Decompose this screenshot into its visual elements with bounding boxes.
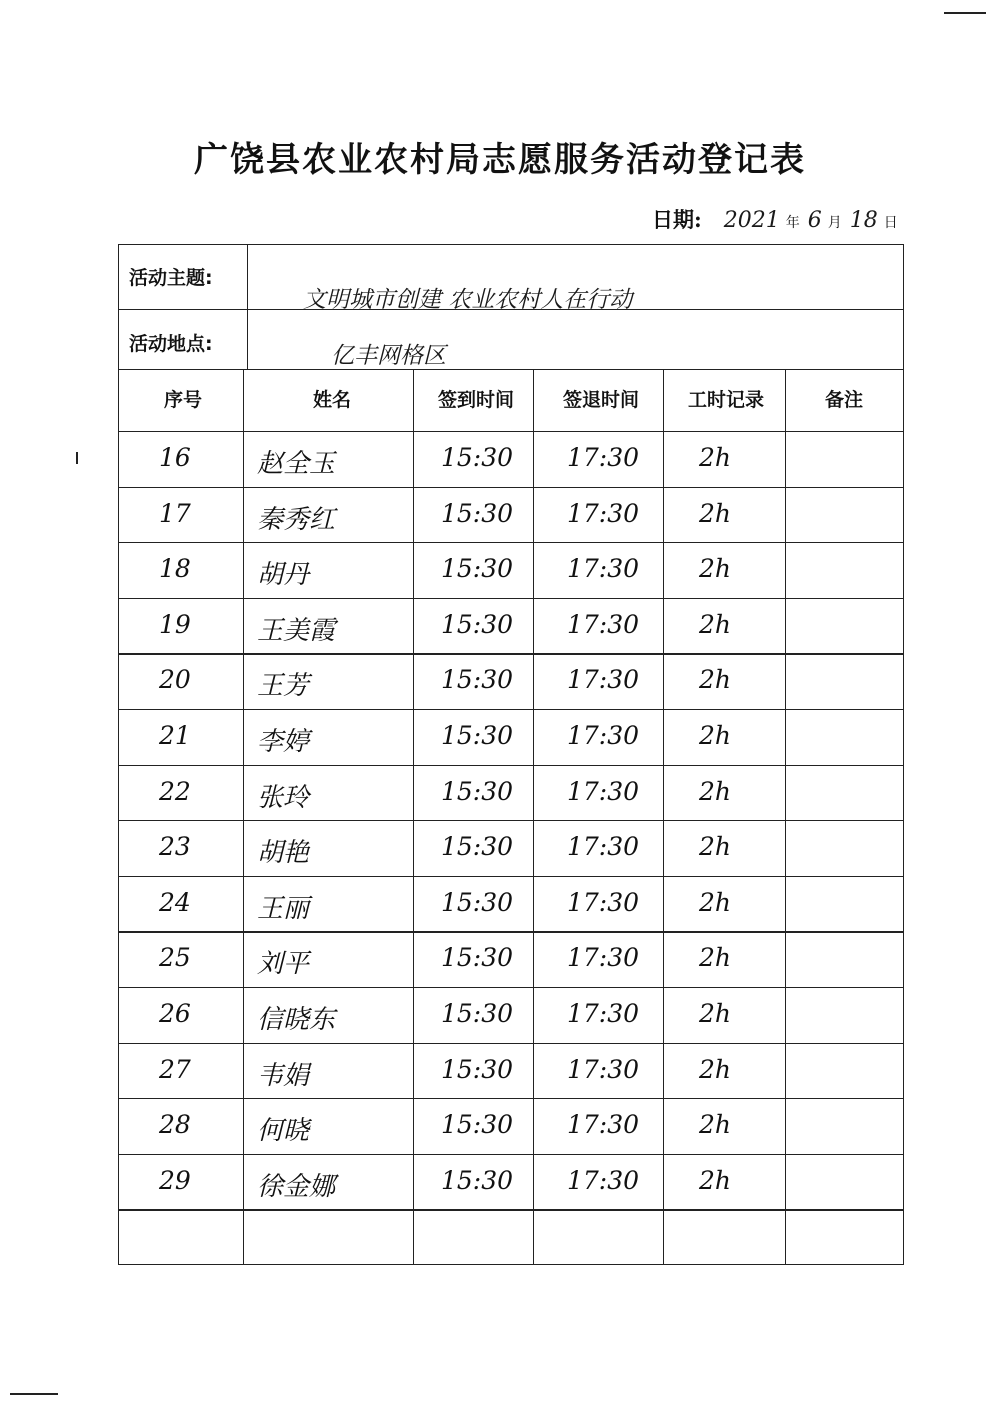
row-line [119,1043,903,1044]
header-hours: 工时记录 [687,389,764,411]
row-no: 19 [159,609,191,639]
table-row [119,542,903,598]
row-signin: 15:30 [441,443,514,472]
table-row [119,876,903,932]
row-no: 18 [159,554,191,584]
row-line [119,598,903,599]
table-row [119,820,903,876]
table-row [119,1209,903,1265]
row-signin: 15:30 [441,943,514,973]
row-hours: 2h [699,1054,732,1084]
row-no: 16 [159,443,191,472]
row-no: 26 [159,999,191,1028]
row-no: 17 [159,498,191,528]
row-no: 25 [159,943,191,973]
row-signout: 17:30 [567,554,640,584]
row-signin: 15:30 [441,665,514,695]
table-row [119,987,903,1043]
row-hours: 2h [699,943,732,973]
row-signout: 17:30 [567,776,640,806]
header-name: 姓名 [312,389,351,411]
row-hours: 2h [699,665,732,695]
row-name: 赵全玉 [257,449,336,479]
row-hours: 2h [699,999,732,1028]
row-signout: 17:30 [567,721,640,750]
row-line [119,876,903,877]
row-no: 27 [159,1054,191,1084]
row-signout: 17:30 [567,1054,640,1084]
scan-mark-top-right [944,12,986,14]
date-year-unit: 年 [785,215,800,231]
row-no: 29 [159,1165,191,1195]
table-row [119,709,903,765]
row-signin: 15:30 [441,1054,514,1084]
row-signout: 17:30 [567,1110,640,1140]
date-day-unit: 日 [883,215,898,231]
row-signout: 17:30 [567,832,640,862]
table-row [119,431,903,487]
row-name: 刘平 [257,949,310,980]
row-no: 24 [159,887,191,917]
row-no: 21 [159,721,191,750]
table-row [119,931,903,987]
row-no: 28 [159,1110,191,1140]
row-no: 20 [159,665,191,695]
row-signout: 17:30 [567,443,640,472]
scan-mark-side [76,452,78,464]
row-name: 王芳 [257,671,310,702]
row-line [119,653,903,654]
row-signin: 15:30 [441,609,514,639]
row-signin: 15:30 [441,721,514,750]
scan-mark-bottom-left [10,1393,58,1395]
table-row [119,487,903,543]
date-month: 6 [807,208,822,233]
row-no: 23 [159,832,191,862]
row-name: 王美霞 [257,615,336,646]
date-label: 日期: [652,207,702,232]
label-divider [247,245,248,369]
row-hours: 2h [699,498,732,528]
table-row [119,1098,903,1154]
table-row [119,598,903,654]
row-hours: 2h [699,721,732,750]
date-day: 18 [849,208,878,233]
theme-label: 活动主题: [129,267,213,289]
row-hours: 2h [699,832,732,862]
row-name: 何晓 [257,1116,310,1147]
row-name: 胡丹 [257,560,310,591]
registration-table [118,244,904,1265]
row-hours: 2h [699,1165,732,1195]
header-signout: 签退时间 [562,389,639,411]
row-signout: 17:30 [567,999,640,1028]
row-signin: 15:30 [441,1165,514,1195]
row-signout: 17:30 [567,943,640,973]
table-row [119,765,903,821]
row-signin: 15:30 [441,554,514,584]
date-year: 2021 [723,208,780,233]
row-hours: 2h [699,609,732,639]
row-signout: 17:30 [567,1165,640,1195]
row-line [119,1098,903,1099]
header-signin: 签到时间 [437,389,514,411]
row-line [119,1209,903,1210]
row-line [119,765,903,766]
row-line [119,987,903,988]
row-signout: 17:30 [567,498,640,528]
row-hours: 2h [699,776,732,806]
table-row [119,1154,903,1210]
row-name: 李婷 [257,727,310,757]
row-name: 王丽 [257,893,310,924]
row-name: 张玲 [257,782,310,813]
row-signin: 15:30 [441,999,514,1028]
theme-value: 文明城市创建 农业农村人在行动 [303,287,633,313]
header-no: 序号 [163,389,202,411]
page-title: 广饶县农业农村局志愿服务活动登记表 [194,140,806,180]
row-line [119,542,903,543]
row-name: 胡艳 [257,838,310,869]
table-row [119,1043,903,1099]
row-name: 徐金娜 [257,1171,336,1202]
row-line [119,487,903,488]
table-row [119,653,903,709]
row-hours: 2h [699,887,732,917]
row-hours: 2h [699,1110,732,1140]
row-name: 信晓东 [257,1005,336,1035]
row-signout: 17:30 [567,665,640,695]
row-signout: 17:30 [567,609,640,639]
row-line [119,709,903,710]
location-label: 活动地点: [129,333,213,355]
row-hours: 2h [699,443,732,472]
row-hours: 2h [699,554,732,584]
row-line [119,1154,903,1155]
row-name: 秦秀红 [257,504,336,535]
row-signout: 17:30 [567,887,640,917]
date-month-unit: 月 [827,215,842,231]
row-signin: 15:30 [441,498,514,528]
row-name: 韦娟 [257,1060,310,1091]
header-note: 备注 [824,389,863,411]
row-signin: 15:30 [441,1110,514,1140]
date-field [652,204,904,236]
row-line [119,820,903,821]
row-signin: 15:30 [441,832,514,862]
row-line [119,931,903,932]
row-signin: 15:30 [441,776,514,806]
location-value: 亿丰网格区 [331,343,446,369]
row-no: 22 [159,776,191,806]
row-signin: 15:30 [441,887,514,917]
